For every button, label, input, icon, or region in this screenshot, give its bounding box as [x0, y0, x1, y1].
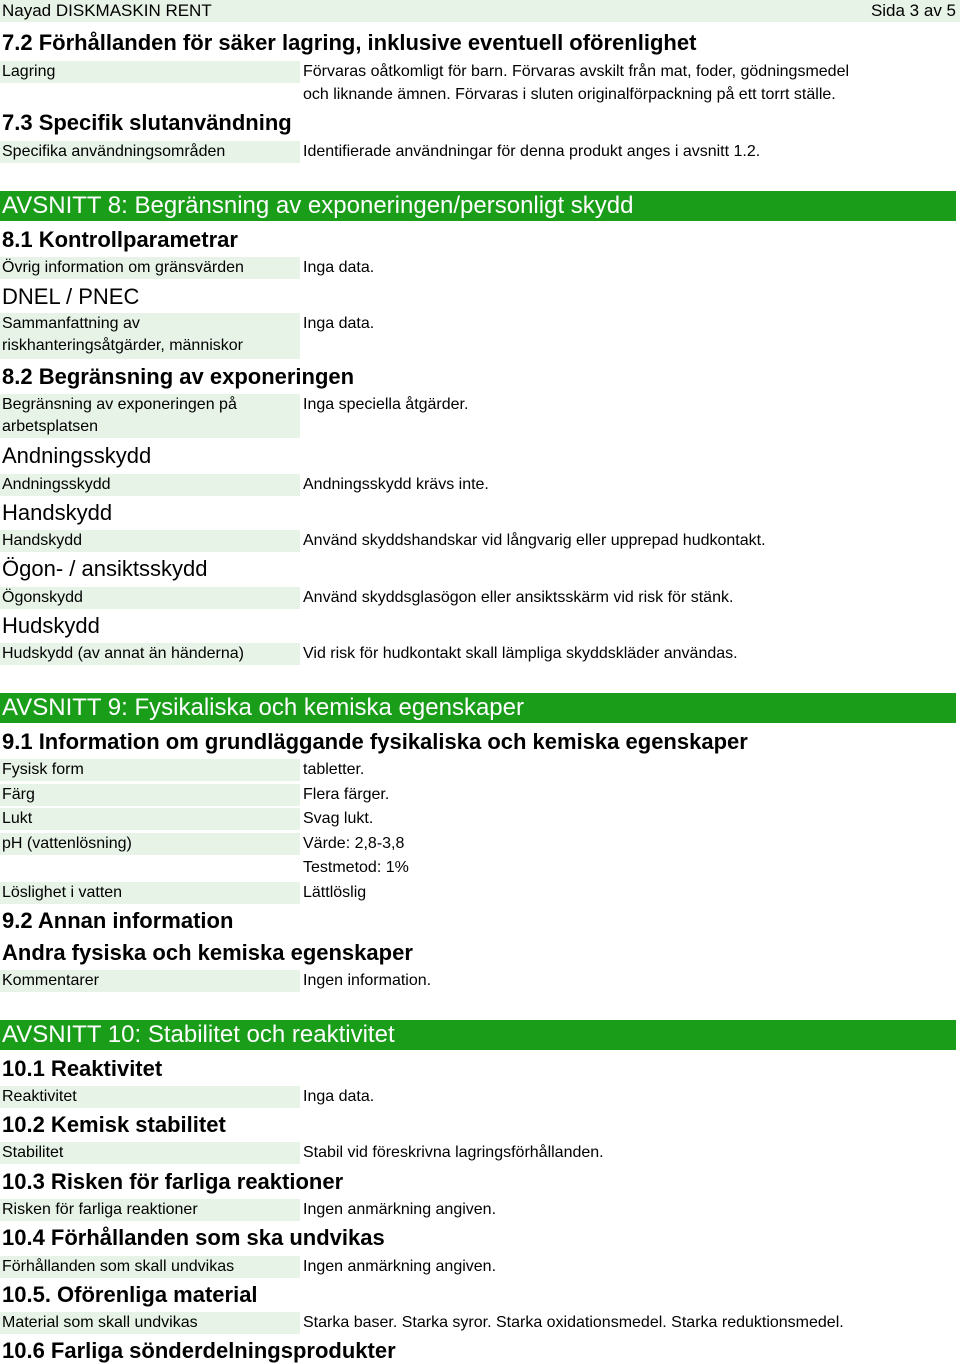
heading-10-3: 10.3 Risken för farliga reaktioner — [2, 1169, 344, 1194]
heading-ogonskydd: Ögon- / ansiktsskydd — [2, 556, 208, 581]
label-begransning-1: Begränsning av exponeringen på — [2, 396, 237, 413]
label-lukt: Lukt — [0, 808, 300, 830]
heading-9-1: 9.1 Information om grundläggande fysikaliska och kemiska egenskaper — [2, 729, 748, 754]
value-andningsskydd: Andningsskydd krävs inte. — [303, 476, 489, 493]
company-name: Nayad DISKMASKIN RENT — [2, 1, 212, 20]
label-loslighet: Löslighet i vatten — [0, 882, 300, 904]
value-kommentarer: Ingen information. — [303, 972, 432, 989]
page-number: Sida 3 av 5 — [870, 1, 956, 20]
label-begransning — [0, 394, 300, 438]
value-reaktivitet: Inga data. — [303, 1088, 375, 1105]
label-fysisk-form: Fysisk form — [0, 759, 300, 781]
heading-andra-egenskaper: Andra fysiska och kemiska egenskaper — [2, 940, 413, 965]
label-hudskydd: Hudskydd (av annat än händerna) — [0, 643, 300, 665]
value-stabilitet: Stabil vid föreskrivna lagringsförhållanden. — [303, 1144, 604, 1161]
label-sammanfattning-2: riskhanteringsåtgärder, människor — [2, 337, 244, 354]
heading-7-3: 7.3 Specifik slutanvändning — [2, 110, 292, 135]
heading-8-1: 8.1 Kontrollparametrar — [2, 227, 238, 252]
value-hudskydd: Vid risk för hudkontakt skall lämpliga skyddskläder användas. — [303, 645, 738, 662]
label-sammanfattning-1: Sammanfattning av — [2, 315, 140, 332]
value-ovrig: Inga data. — [303, 259, 375, 276]
value-specifika: Identifierade användningar för denna produkt anges i avsnitt 1.2. — [303, 143, 761, 160]
label-begransning-2: arbetsplatsen — [2, 418, 99, 435]
label-reaktivitet: Reaktivitet — [0, 1086, 300, 1108]
label-forhallanden: Förhållanden som skall undvikas — [0, 1256, 300, 1278]
value-ph: Värde: 2,8-3,8 — [303, 835, 405, 852]
label-ph: pH (vattenlösning) — [0, 833, 300, 855]
label-handskydd: Handskydd — [0, 530, 300, 552]
label-risken: Risken för farliga reaktioner — [0, 1199, 300, 1221]
value-lagring-2: och liknande ämnen. Förvaras i sluten originalförpackning på ett torrt ställe. — [303, 86, 836, 103]
value-loslighet: Lättlöslig — [303, 884, 367, 901]
label-sammanfattning — [0, 313, 300, 359]
heading-10-2: 10.2 Kemisk stabilitet — [2, 1112, 226, 1137]
heading-10-4: 10.4 Förhållanden som ska undvikas — [2, 1225, 385, 1250]
section-8-bar: AVSNITT 8: Begränsning av exponeringen/personligt skydd — [0, 191, 956, 221]
label-ovrig: Övrig information om gränsvärden — [0, 257, 300, 279]
section-9-bar: AVSNITT 9: Fysikaliska och kemiska egenskaper — [0, 693, 956, 723]
value-farg: Flera färger. — [303, 786, 390, 803]
label-stabilitet: Stabilitet — [0, 1142, 300, 1164]
value-sammanfattning: Inga data. — [303, 315, 375, 332]
label-farg: Färg — [0, 784, 300, 806]
heading-hudskydd: Hudskydd — [2, 613, 100, 638]
heading-dnel: DNEL / PNEC — [2, 284, 140, 309]
value-handskydd: Använd skyddshandskar vid långvarig eller upprepad hudkontakt. — [303, 532, 766, 549]
label-andningsskydd: Andningsskydd — [0, 474, 300, 496]
heading-andningsskydd: Andningsskydd — [2, 443, 152, 468]
value-lukt: Svag lukt. — [303, 810, 374, 827]
heading-9-2: 9.2 Annan information — [2, 908, 234, 933]
value-ph-method: Testmetod: 1% — [303, 859, 409, 876]
heading-7-2: 7.2 Förhållanden för säker lagring, inklusive eventuell oförenlighet — [2, 30, 697, 55]
value-lagring-1: Förvaras oåtkomligt för barn. Förvaras avskilt från mat, foder, gödningsmedel — [303, 63, 850, 80]
value-begransning: Inga speciella åtgärder. — [303, 396, 469, 413]
section-10-bar: AVSNITT 10: Stabilitet och reaktivitet — [0, 1020, 956, 1050]
label-kommentarer: Kommentarer — [0, 970, 300, 992]
heading-handskydd: Handskydd — [2, 500, 113, 525]
label-material: Material som skall undvikas — [0, 1312, 300, 1334]
value-forhallanden: Ingen anmärkning angiven. — [303, 1258, 497, 1275]
label-ogonskydd: Ögonskydd — [0, 587, 300, 609]
value-ogonskydd: Använd skyddsglasögon eller ansiktsskärm vid risk för stänk. — [303, 589, 734, 606]
value-risken: Ingen anmärkning angiven. — [303, 1201, 497, 1218]
label-specifika: Specifika användningsområden — [0, 141, 300, 163]
heading-10-6: 10.6 Farliga sönderdelningsprodukter — [2, 1338, 396, 1363]
label-lagring: Lagring — [0, 61, 300, 83]
value-material: Starka baser. Starka syror. Starka oxidationsmedel. Starka reduktionsmedel. — [303, 1314, 844, 1331]
heading-10-5: 10.5. Oförenliga material — [2, 1282, 258, 1307]
heading-8-2: 8.2 Begränsning av exponeringen — [2, 364, 355, 389]
heading-10-1: 10.1 Reaktivitet — [2, 1056, 163, 1081]
value-fysisk-form: tabletter. — [303, 761, 365, 778]
